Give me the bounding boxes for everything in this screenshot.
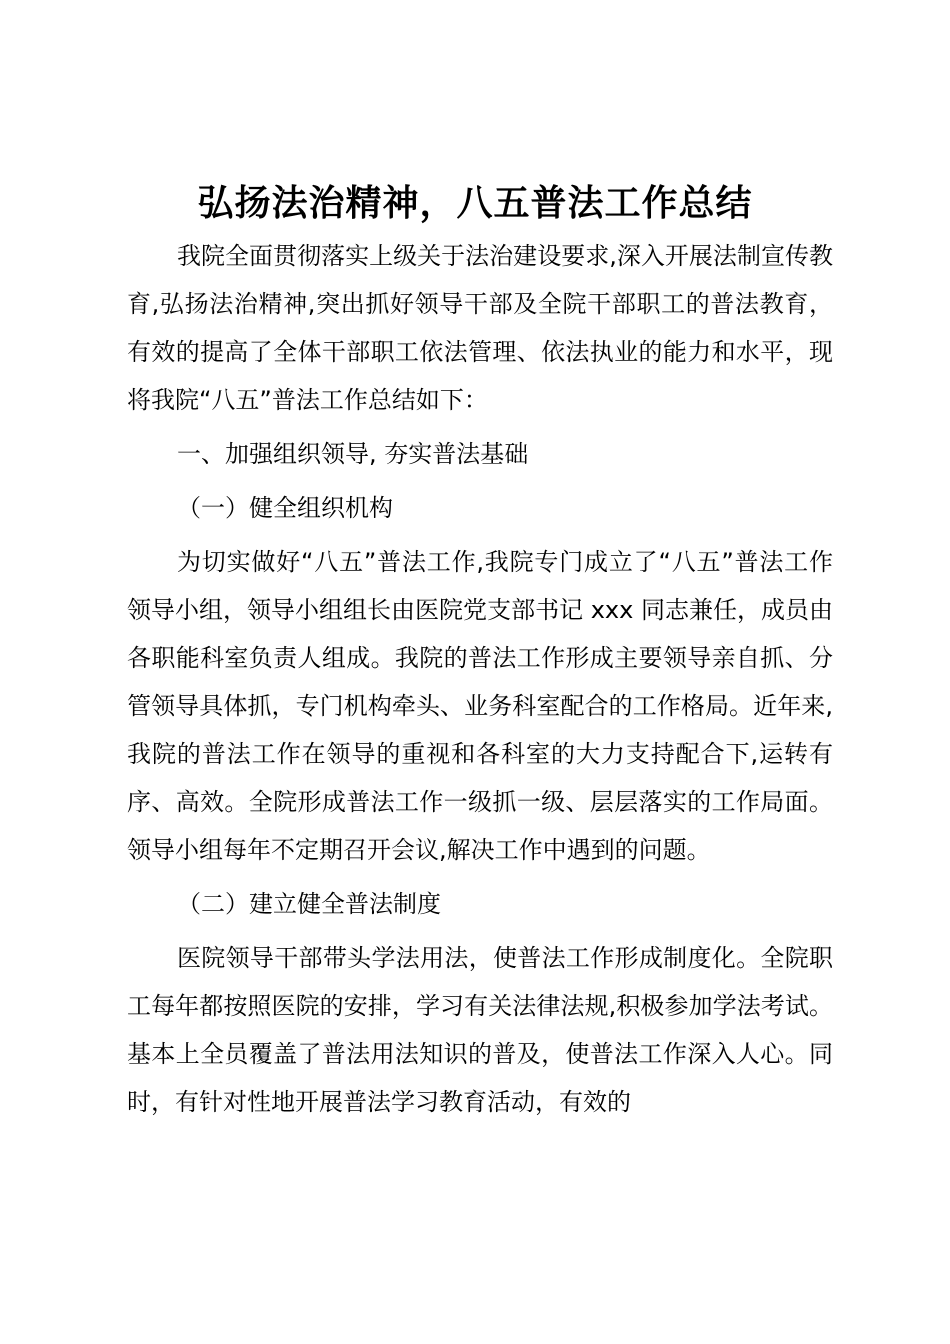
- intro-paragraph: 我院全面贯彻落实上级关于法治建设要求,深入开展法制宣传教育,弘扬法治精神,突出抓好领导干部及全院干部职工的普法教育，有效的提高了全体干部职工依法管理、依法执业的能力和水平，现将我院“八五”普法工作总结如下：: [127, 242, 833, 414]
- subsection-heading: （一）健全组织机构: [177, 494, 393, 522]
- subsection-heading: （二）建立健全普法制度: [177, 890, 441, 918]
- document-title: 弘扬法治精神，八五普法工作总结: [197, 182, 753, 224]
- document-body: [127, 232, 833, 1126]
- section-heading: 一、加强组织领导, 夯实普法基础: [177, 440, 529, 468]
- body-paragraph: 为切实做好“八五”普法工作,我院专门成立了“八五”普法工作领导小组，领导小组组长由医院党支部书记 xxx 同志兼任，成员由各职能科室负责人组成。我院的普法工作形成主要领导亲自抓、分管领导具体抓，专门机构牵头、业务科室配合的工作格局。近年来,我院的普法工作在领导的重视和各科室的大力支持配合下,运转有序、高效。全院形成普法工作一级抓一级、层层落实的工作局面。领导小组每年不定期召开会议,解决工作中遇到的问题。: [127, 548, 833, 864]
- body-paragraph: 医院领导干部带头学法用法，使普法工作形成制度化。全院职工每年都按照医院的安排，学习有关法律法规,积极参加学法考试。基本上全员覆盖了普法用法知识的普及，使普法工作深入人心。同时，有针对性地开展普法学习教育活动，有效的: [127, 944, 833, 1116]
